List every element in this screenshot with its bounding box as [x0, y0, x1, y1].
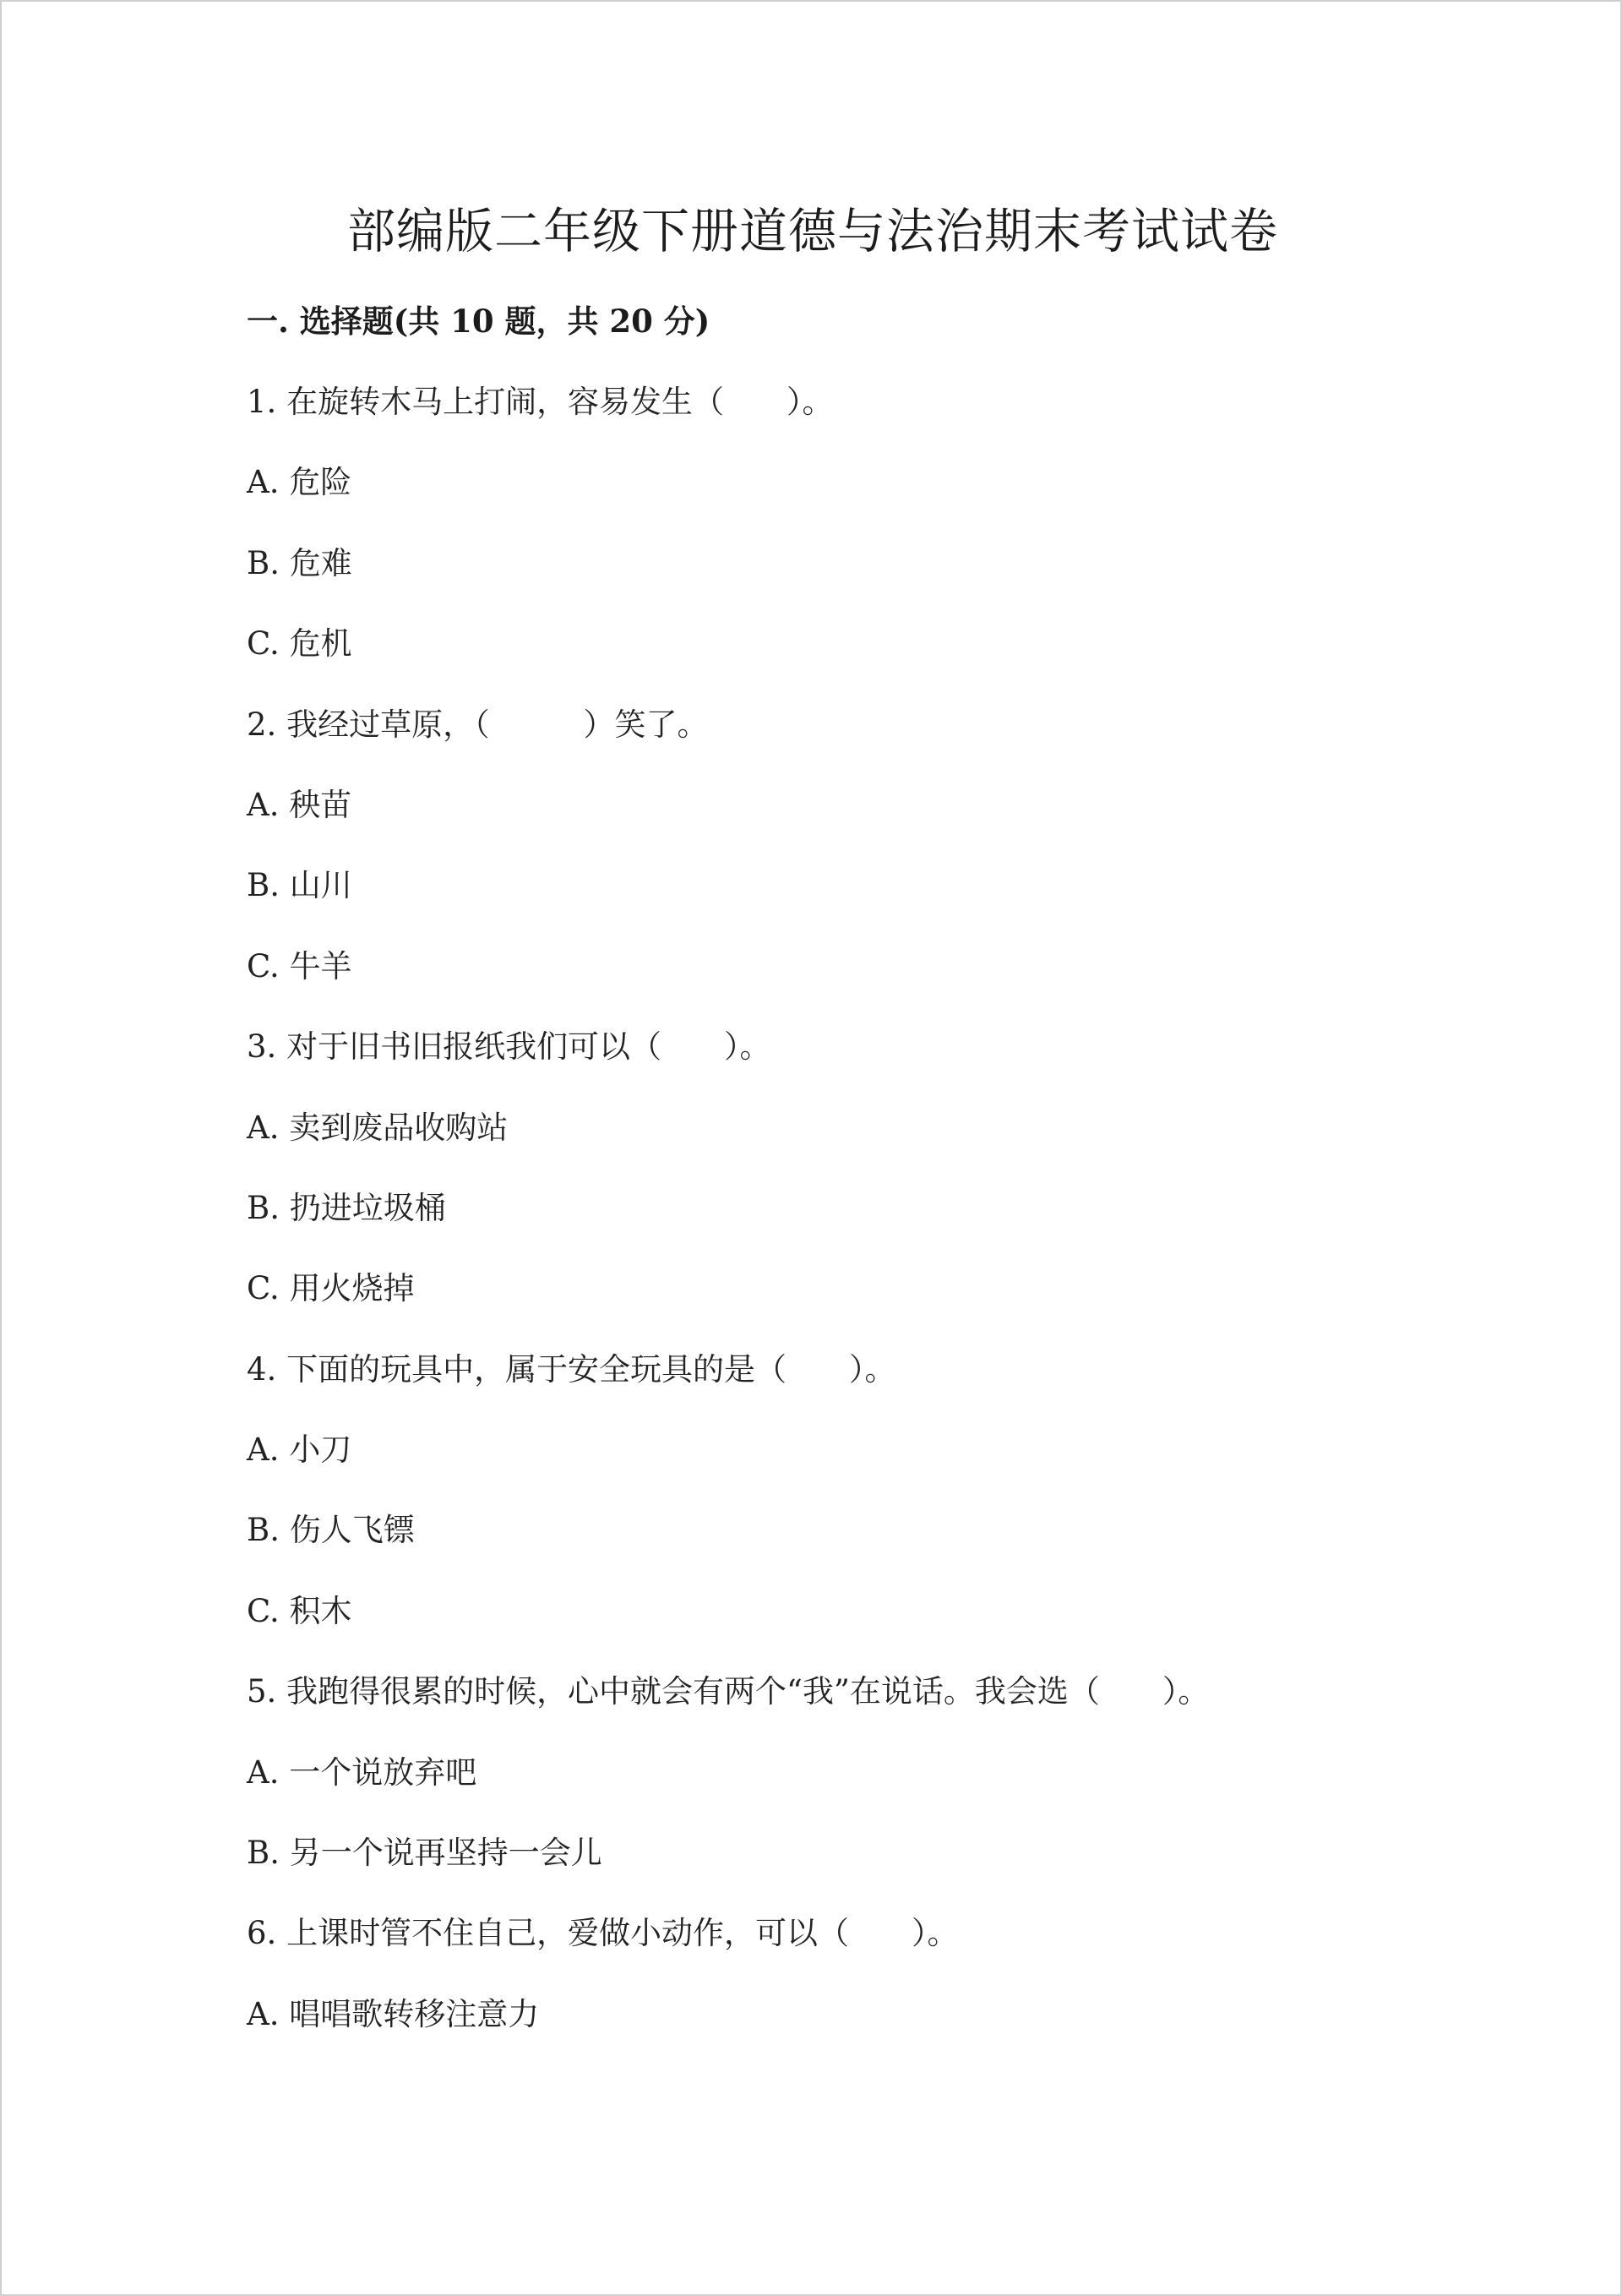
question-stem: 3. 对于旧书旧报纸我们可以（ ）。	[247, 1028, 771, 1066]
answer-option: A. 唱唱歌转移注意力	[247, 1995, 540, 2032]
answer-option: C. 积木	[247, 1592, 352, 1629]
answer-option: B. 扔进垃圾桶	[247, 1189, 446, 1226]
question-stem: 5. 我跑得很累的时候，心中就会有两个“我”在说话。我会选（ ）。	[247, 1673, 1210, 1710]
answer-option: B. 危难	[247, 544, 352, 581]
answer-option: B. 伤人飞镖	[247, 1512, 415, 1549]
answer-option: A. 卖到废品收购站	[247, 1109, 509, 1146]
answer-option: C. 用火烧掉	[247, 1270, 415, 1307]
answer-option: A. 小刀	[247, 1432, 352, 1469]
answer-option: A. 危险	[247, 464, 352, 501]
answer-option: A. 一个说放弃吧	[247, 1753, 477, 1791]
answer-option: B. 另一个说再坚持一会儿	[247, 1835, 602, 1872]
answer-option: C. 牛羊	[247, 947, 352, 984]
answer-option: A. 秧苗	[247, 786, 352, 823]
question-stem: 4. 下面的玩具中，属于安全玩具的是（ ）。	[247, 1350, 896, 1388]
question-stem: 6. 上课时管不住自己，爱做小动作，可以（ ）。	[247, 1915, 959, 1952]
question-stem: 1. 在旋转木马上打闹，容易发生（ ）。	[247, 384, 834, 420]
answer-option: B. 山川	[247, 867, 352, 904]
question-list	[247, 379, 1565, 2071]
section-heading: 一. 选择题(共 10 题，共 20 分)	[247, 303, 710, 340]
answer-option: C. 危机	[247, 625, 352, 663]
question-stem: 2. 我经过草原，（ ）笑了。	[247, 706, 709, 743]
page-title: 部编版二年级下册道德与法治期末考试试卷	[347, 204, 1278, 259]
